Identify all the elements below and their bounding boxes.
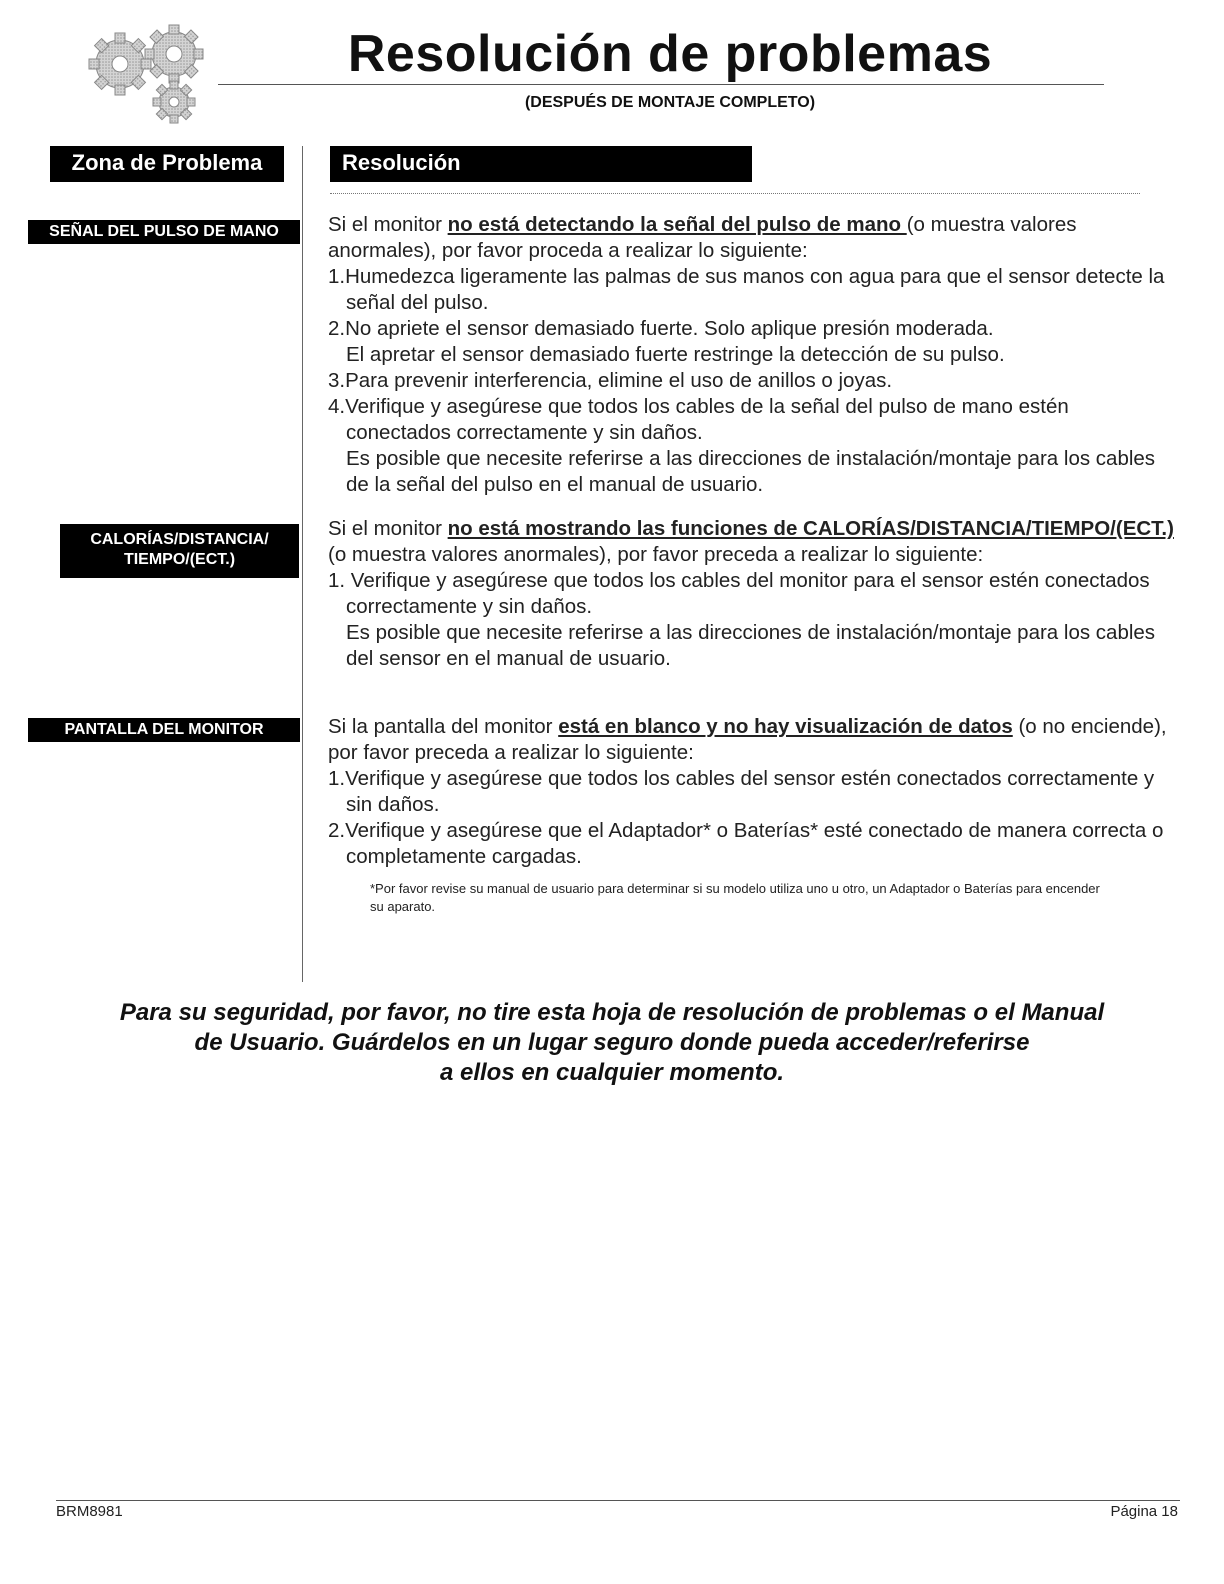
header-divider — [330, 193, 1140, 194]
footnote: *Por favor revise su manual de usuario para determinar si su modelo utiliza uno u otro, un Adaptador o Baterías para encender su aparato. — [370, 881, 1100, 914]
safety-note-line: Para su seguridad, por favor, no tire esta hoja de resolución de problemas o el Manual — [119, 999, 1105, 1026]
list-item: 1.Verifique y asegúrese que todos los cables del sensor estén conectados correctamente y sin daños. — [328, 767, 1155, 816]
column-header-zona: Zona de Problema — [50, 146, 284, 182]
intro-text: Si el monitor — [328, 517, 448, 540]
list-item-note: Es posible que necesite referirse a las direcciones de instalación/montaje para los cables del sensor en el manual de usuario. — [346, 621, 1156, 670]
resolution-intro — [328, 516, 1178, 568]
steps-list — [328, 766, 1178, 870]
resolution-intro — [328, 714, 1178, 766]
intro-highlight: no está mostrando las funciones de CALORÍAS/DISTANCIA/TIEMPO/(ECT.) — [447, 517, 1174, 540]
title-divider — [218, 84, 1104, 85]
resolution-pulso — [328, 212, 1178, 498]
resolution-pantalla — [328, 714, 1178, 870]
list-item: 4.Verifique y asegúrese que todos los cables de la señal del pulso de mano estén conectados correctamente y sin daños. — [328, 395, 1069, 444]
page-subtitle: (DESPUÉS DE MONTAJE COMPLETO) — [524, 94, 816, 111]
list-item-note: Es posible que necesite referirse a las direcciones de instalación/montaje para los cables de la señal del pulso en el manual de usuario. — [346, 447, 1156, 496]
steps-list — [328, 264, 1178, 498]
model-number: BRM8981 — [56, 1503, 123, 1520]
steps-list — [328, 568, 1178, 672]
label-line: CALORÍAS/DISTANCIA/ — [90, 531, 269, 548]
intro-text: Si el monitor — [328, 213, 448, 236]
list-item: 3.Para prevenir interferencia, elimine el uso de anillos o joyas. — [328, 369, 893, 392]
page-number: Página 18 — [1110, 1503, 1178, 1520]
gears-icon — [88, 22, 218, 130]
list-item: 1. Verifique y asegúrese que todos los cables del monitor para el sensor estén conectados correctamente y sin daños. — [328, 569, 1150, 618]
list-item: 1.Humedezca ligeramente las palmas de sus manos con agua para que el sensor detecte la señal del pulso. — [328, 265, 1165, 314]
intro-highlight: no está detectando la señal del pulso de mano — [447, 213, 907, 236]
problem-label-pulso: SEÑAL DEL PULSO DE MANO — [28, 220, 300, 244]
intro-highlight: está en blanco y no hay visualización de datos — [558, 715, 1013, 738]
list-item: 2.Verifique y asegúrese que el Adaptador* o Baterías* esté conectado de manera correcta o completamente cargadas. — [328, 819, 1164, 868]
problem-label-pantalla: PANTALLA DEL MONITOR — [28, 718, 300, 742]
intro-text: (o muestra valores anormales), por favor proceda a realizar lo siguiente: — [328, 213, 1077, 262]
resolution-intro — [328, 212, 1178, 264]
safety-note-line: de Usuario. Guárdelos en un lugar seguro donde pueda acceder/referirse — [194, 1029, 1030, 1056]
safety-note-line: a ellos en cualquier momento. — [439, 1059, 785, 1086]
intro-text: (o no enciende), por favor preceda a realizar lo siguiente: — [328, 715, 1167, 764]
list-item-note: El apretar el sensor demasiado fuerte restringe la detección de su pulso. — [346, 343, 1005, 366]
problem-label-calorias — [60, 524, 299, 578]
intro-text: (o muestra valores anormales), por favor preceda a realizar lo siguiente: — [328, 543, 984, 566]
label-line: TIEMPO/(ECT.) — [123, 551, 236, 568]
page-title: Resolución de problemas — [347, 25, 993, 83]
resolution-calorias — [328, 516, 1178, 672]
safety-note — [100, 998, 1124, 1088]
list-item: 2.No apriete el sensor demasiado fuerte. Solo aplique presión moderada. — [328, 317, 994, 340]
intro-text: Si la pantalla del monitor — [328, 715, 559, 738]
column-divider — [302, 146, 303, 982]
footer-divider — [56, 1500, 1180, 1501]
column-header-resolucion: Resolución — [330, 146, 752, 182]
